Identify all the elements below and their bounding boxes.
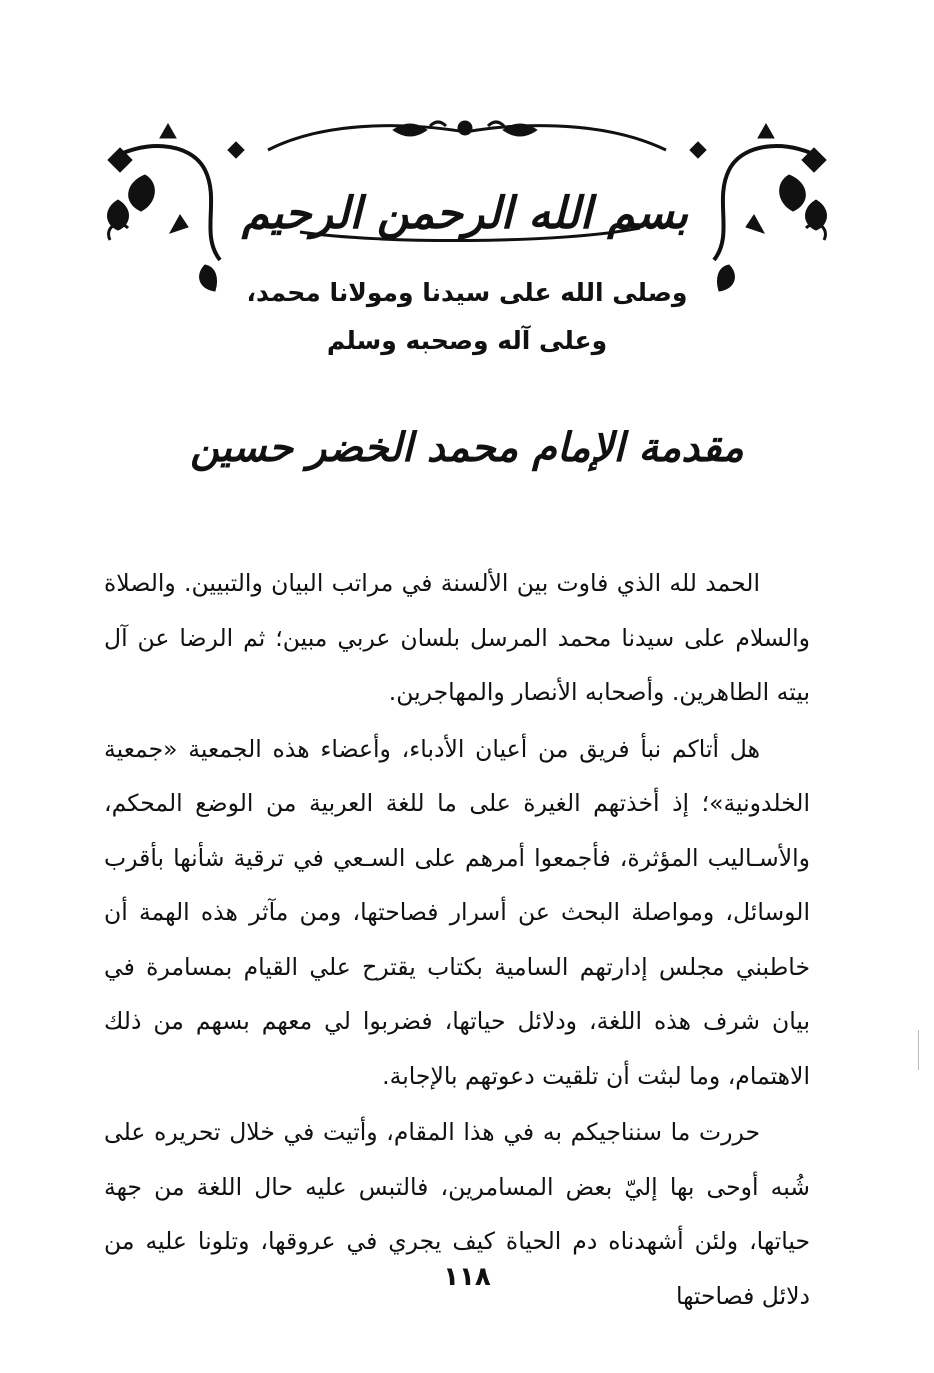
page-number: ١١٨ xyxy=(443,1262,491,1292)
paragraph-2: هل أتاكم نبأ فريق من أعيان الأدباء، وأعضاء هذه الجمعية «جمعية الخلدونية»؛ إذ أخذتهم الغيرة على ما للغة العربية من الوضع المحكم، والأسـاليب المؤثرة، فأجمعوا أمرهم على السـعي في ترقية شأنها بأقرب الوسائل، ومواصلة البحث عن أسرار فصاحتها، ومن مآثر هذه الهمة أن خاطبني مجلس إدارتهم السامية بكتاب يقترح علي القيام بمسامرة في بيان شرف هذه اللغة، ودلائل حياتها، فضربوا لي معهم بسهم من ذلك الاهتمام، وما لبثت أن تلقيت دعوتهم بالإجابة. xyxy=(104,734,810,1090)
blessing-line-2: وعلى آله وصحبه وسلم xyxy=(326,326,608,355)
svg-text:بسم الله الرحمن الرحيم: بسم الله الرحمن الرحيم xyxy=(241,188,689,239)
chapter-title: مقدمة الإمام محمد الخضر حسين xyxy=(190,424,744,471)
body-text xyxy=(104,556,810,1323)
basmala-calligraphy xyxy=(241,188,689,241)
header-ornament xyxy=(0,0,934,320)
paragraph-3: حررت ما سنناجيكم به في هذا المقام، وأتيت في خلال تحريره على شُبه أوحى بها إليّ بعض المسامرين، فالتبس عليه حال اللغة من جهة حياتها، ولئن أشهدناه دم الحياة كيف يجري في عروقها، وتلونا عليه من دلائل فصاحتها xyxy=(104,1118,810,1310)
left-corner-ornament xyxy=(108,124,245,291)
margin-mark xyxy=(918,1030,919,1070)
paragraph-1: الحمد لله الذي فاوت بين الألسنة في مراتب البيان والتبيين. والصلاة والسلام على سيدنا محمد المرسل بلسان عربي مبين؛ ثم الرضا عن آل بيته الطاهرين. وأصحابه الأنصار والمهاجرين. xyxy=(104,569,810,706)
blessing-line-1: وصلى الله على سيدنا ومولانا محمد، xyxy=(246,278,688,307)
right-corner-ornament xyxy=(690,124,827,291)
top-flourish xyxy=(268,122,666,150)
